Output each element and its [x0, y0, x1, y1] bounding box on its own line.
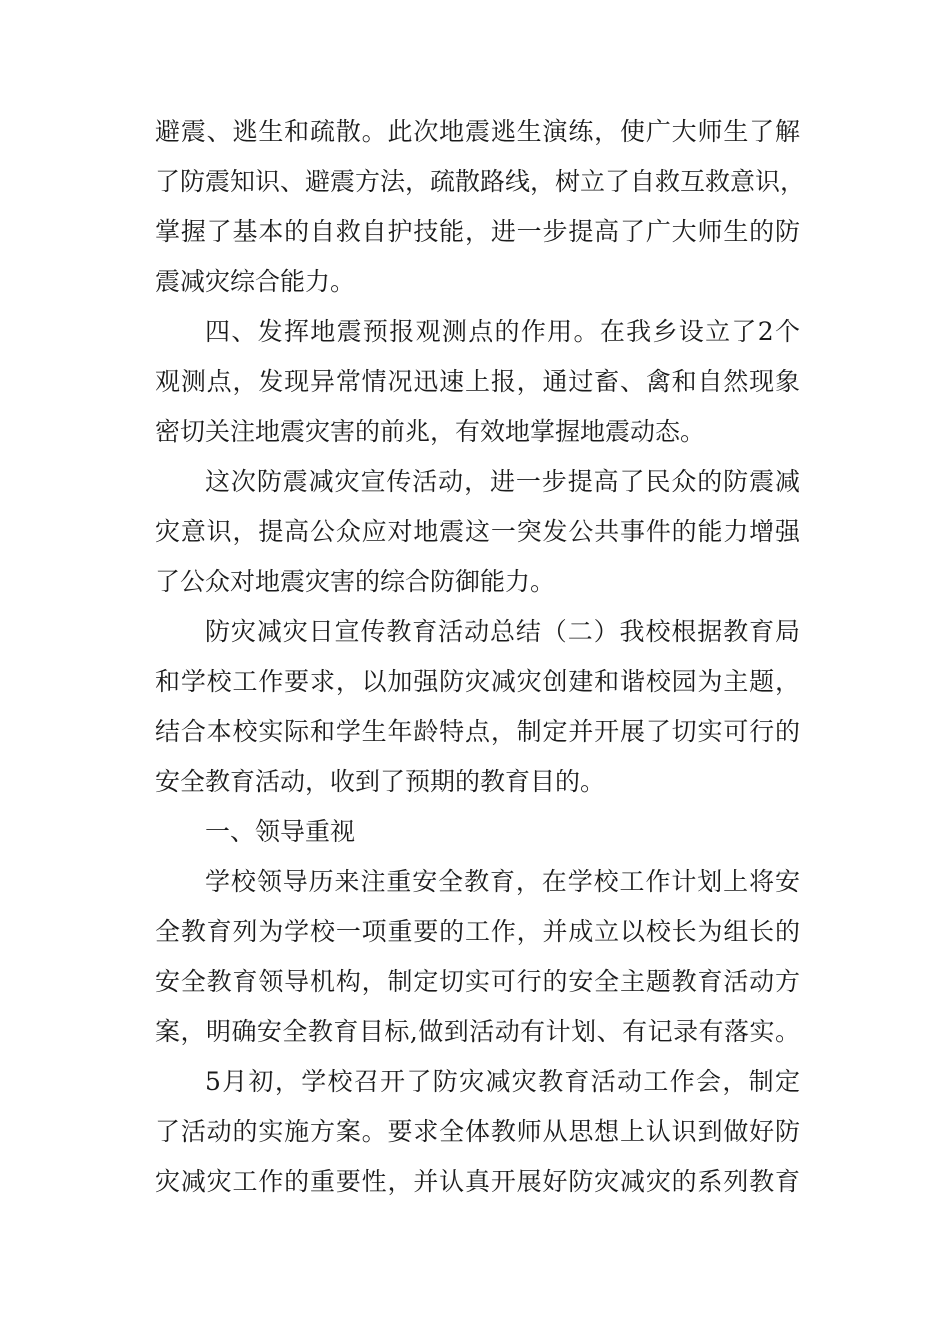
text-line: 防灾减灾日宣传教育活动总结（二）我校根据教育局 [205, 617, 800, 646]
text-line: 这次防震减灾宣传活动，进一步提高了民众的防震减 [205, 467, 800, 496]
text-line: 学校领导历来注重安全教育，在学校工作计划上将安 [205, 867, 800, 896]
text-line: 观测点，发现异常情况迅速上报，通过畜、禽和自然现象 [155, 367, 800, 396]
text-line: 案，明确安全教育目标,做到活动有计划、有记录有落实。 [155, 1017, 800, 1046]
text-line: 了公众对地震灾害的综合防御能力。 [155, 567, 556, 596]
text-line: 全教育列为学校一项重要的工作，并成立以校长为组长的 [155, 917, 800, 946]
section-heading: 一、领导重视 [205, 817, 356, 846]
text-line: 和学校工作要求，以加强防灾减灾创建和谐校园为主题， [155, 667, 800, 696]
text-line: 了活动的实施方案。要求全体教师从思想上认识到做好防 [155, 1117, 800, 1146]
text-line: 震减灾综合能力。 [155, 267, 356, 296]
text-line: 灾减灾工作的重要性，并认真开展好防灾减灾的系列教育 [155, 1167, 800, 1196]
text-line: 安全教育活动，收到了预期的教育目的。 [155, 767, 606, 796]
text-line: 灾意识，提高公众应对地震这一突发公共事件的能力增强 [155, 517, 800, 546]
text-line: 掌握了基本的自救自护技能，进一步提高了广大师生的防 [155, 217, 800, 246]
document-body [155, 107, 806, 1207]
text-line: 安全教育领导机构，制定切实可行的安全主题教育活动方 [155, 967, 800, 996]
text-line: 5月初，学校召开了防灾减灾教育活动工作会，制定 [205, 1067, 800, 1096]
text-line: 四、发挥地震预报观测点的作用。在我乡设立了2个 [205, 317, 800, 346]
text-line: 避震、逃生和疏散。此次地震逃生演练，使广大师生了解 [155, 117, 800, 146]
text-line: 结合本校实际和学生年龄特点，制定并开展了切实可行的 [155, 717, 800, 746]
text-line: 密切关注地震灾害的前兆，有效地掌握地震动态。 [155, 417, 706, 446]
text-line: 了防震知识、避震方法，疏散路线，树立了自救互救意识， [155, 167, 806, 196]
